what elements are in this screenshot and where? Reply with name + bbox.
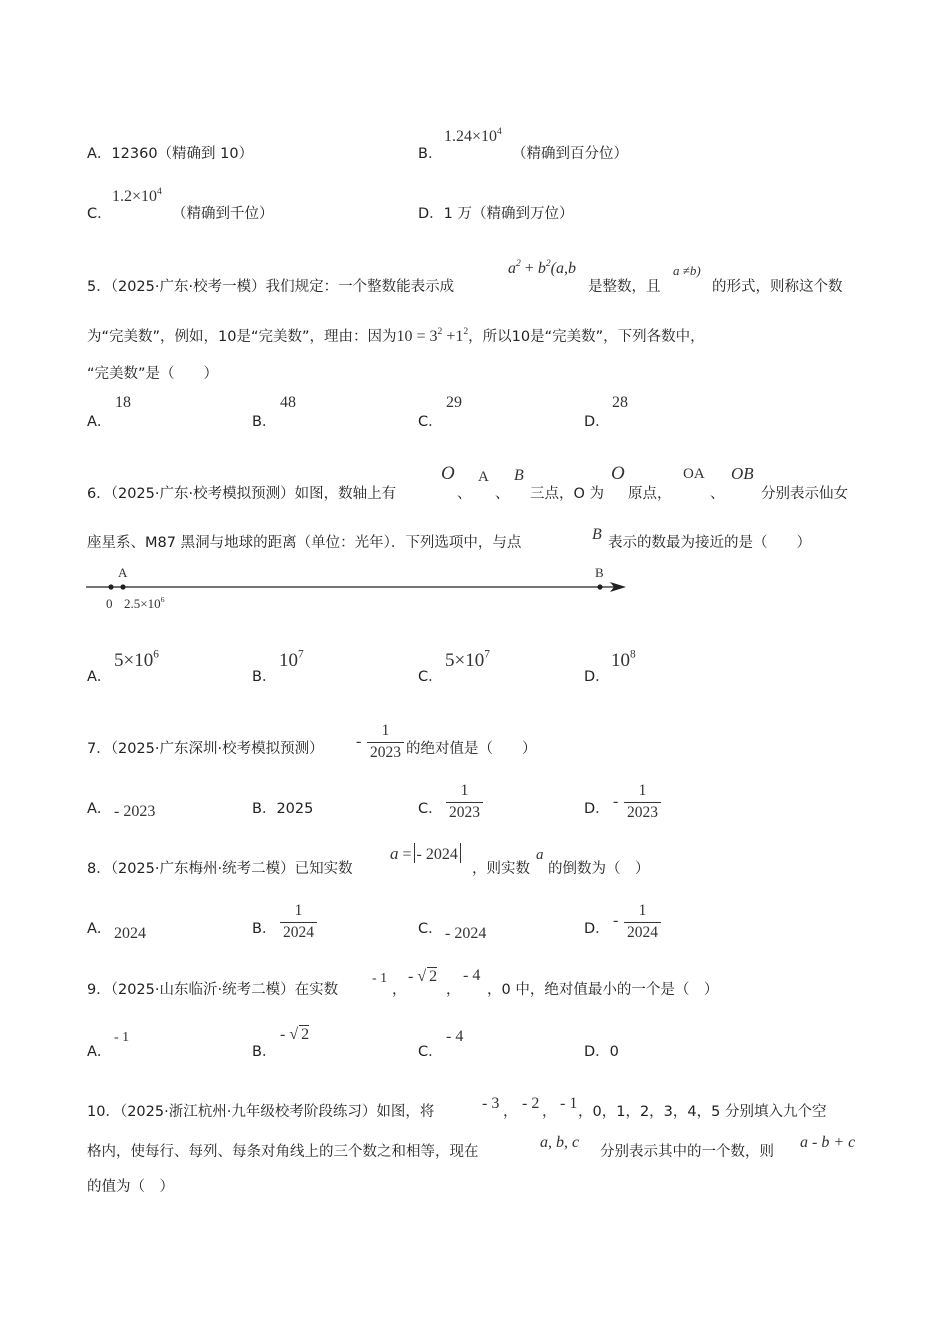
q7-option-d-neg: - (613, 793, 619, 810)
axis-label-value (124, 596, 165, 612)
q9-comma: ， (392, 982, 407, 998)
q6-sep: 、 (457, 486, 472, 502)
fraction-denominator: 2023 (446, 802, 483, 822)
q6-option-c-value (445, 650, 490, 672)
q9-option-b-value: - √ 2 (280, 1026, 310, 1043)
q6-stem-t3: 分别表示仙女 (761, 486, 848, 502)
q7-option-b (252, 797, 313, 818)
math-base: 5×10 (114, 650, 154, 671)
q5-stem-line3: “完美数”是（ ） (87, 366, 219, 382)
sqrt-radicand: 2 (429, 968, 438, 985)
fraction-denominator: 2024 (280, 922, 317, 942)
q4-option-a (87, 142, 253, 163)
math-exp: 6 (153, 648, 159, 661)
axis-label-a: A (118, 565, 128, 580)
axis-label-zero: 0 (106, 596, 113, 611)
axis-label-b: B (595, 565, 604, 580)
q9-option-c-value: - 4 (446, 1028, 464, 1045)
math-exp: 2 (545, 257, 551, 269)
q8-option-a-value: 2024 (114, 925, 146, 942)
q7-option-d-fraction (624, 782, 661, 822)
math-exp: 4 (157, 185, 162, 197)
math-tail: (a,b (550, 260, 576, 277)
option-value: 0 (609, 1044, 619, 1060)
q7-option-c-fraction (446, 782, 483, 822)
option-value: 2025 (276, 801, 314, 817)
q5-stem-line1: 5．（2025·广东·校考一模）我们规定：一个整数能表示成 (87, 279, 455, 295)
q4-option-c-math (112, 185, 162, 206)
q6-sep: 、 (710, 486, 725, 502)
q6-point-a: A (478, 469, 489, 485)
math-exp: 8 (630, 648, 636, 661)
q8-option-b-fraction (280, 902, 317, 942)
math-inner: - 2024 (416, 846, 458, 863)
q6-point-b-inline: B (592, 526, 602, 543)
q5-option-b-value: 48 (280, 394, 296, 411)
q10-comma: ， (542, 1104, 557, 1120)
option-label: B． (418, 146, 443, 162)
q6-stem-t2: 原点， (628, 486, 672, 502)
math-neg: - (280, 1026, 286, 1043)
math-op: = (398, 846, 412, 863)
q9-option-a-label: A． (87, 1044, 112, 1060)
q5-option-a-value: 18 (115, 394, 131, 411)
math-var: b (537, 260, 546, 277)
q6-oa: OA (683, 466, 705, 482)
q8-option-b-label: B． (252, 921, 277, 937)
math-part: 10 = 3 (396, 328, 438, 345)
q6-option-a-label: A． (87, 669, 112, 685)
q8-option-d-neg: - (613, 912, 619, 929)
math-op: + (520, 260, 538, 277)
q6-option-d-label: D． (584, 669, 610, 685)
q10-expression: a - b + c (800, 1134, 856, 1151)
q7-option-a-label: A． (87, 801, 112, 817)
q9-value-2: - √ 2 (408, 968, 438, 985)
q5-option-c-value: 29 (446, 394, 462, 411)
q4-option-b-text: （精确到百分位） (512, 146, 628, 162)
math-exp: 2 (516, 257, 521, 269)
q8-option-a-label: A． (87, 921, 112, 937)
fraction-numerator: 1 (638, 902, 647, 919)
q9-option-b-label: B． (252, 1044, 277, 1060)
option-label: D． (584, 1044, 610, 1060)
point-a-dot (120, 584, 125, 589)
q10-number-3: - 1 (560, 1095, 578, 1112)
text: ，所以10是“完美数”，下列各数中， (468, 329, 705, 345)
option-text: 1 万（精确到万位） (443, 206, 574, 222)
q4-option-d (418, 202, 574, 223)
q6-option-a-value (114, 650, 159, 672)
q6-option-c-label: C． (418, 669, 443, 685)
point-b-dot (597, 584, 602, 589)
sqrt-radicand: 2 (301, 1026, 310, 1043)
q5-option-b-label: B． (252, 414, 277, 430)
q7-option-c-label: C． (418, 801, 443, 817)
q5-stem-mid: 是整数，且 (588, 279, 661, 295)
q5-stem-line2 (87, 325, 705, 346)
q6-stem-t1: 三点，O 为 (530, 486, 605, 502)
fraction-numerator: 1 (381, 722, 390, 739)
math-base: 1.2×10 (112, 188, 158, 205)
q10-stem-line2a: 格内，使每行、每列、每条对角线上的三个数之和相等，现在 (87, 1144, 479, 1160)
math-exp: 4 (497, 125, 502, 137)
math-base: 10 (279, 650, 298, 671)
fraction-numerator: 1 (638, 782, 647, 799)
q6-ob: OB (731, 464, 754, 483)
math-part: +1 (442, 328, 464, 345)
q10-number-2: - 2 (522, 1095, 540, 1112)
fraction-denominator: 2023 (624, 802, 661, 822)
q5-option-c-label: C． (418, 414, 443, 430)
fraction-numerator: 1 (460, 782, 469, 799)
option-text: 12360（精确到 10） (111, 146, 254, 162)
q10-stem-line3: 的值为（ ） (87, 1179, 174, 1195)
fraction-denominator: 2023 (367, 742, 404, 762)
text: 为“完美数”，例如，10是“完美数”，理由：因为 (87, 329, 397, 345)
q5-option-d-label: D． (584, 414, 610, 430)
abs-bar-left (414, 843, 415, 863)
q8-math-abs (390, 843, 463, 864)
number-line-svg (86, 562, 636, 612)
q5-option-a-label: A． (87, 414, 112, 430)
math-base: 2.5×10 (124, 596, 161, 611)
option-label: C． (87, 206, 112, 222)
option-label: D． (418, 206, 444, 222)
q7-stem-prefix: 7．（2025·广东深圳·校考模拟预测） (87, 741, 324, 757)
q6-option-b-value (279, 650, 304, 672)
point-o-dot (108, 584, 113, 589)
math-eq (396, 325, 469, 345)
q7-neg-sign: - (356, 733, 362, 750)
q8-stem-mid: ，则实数 (472, 861, 530, 877)
q9-option-a-value: - 1 (114, 1030, 130, 1045)
q5-math-neq: a ≠b) (673, 263, 701, 278)
q9-comma: ， (446, 982, 461, 998)
fraction-denominator: 2024 (624, 922, 661, 942)
q10-stem-line2b: 分别表示其中的一个数，则 (600, 1144, 774, 1160)
q10-stem-rest1: ，0，1，2，3，4，5 分别填入九个空 (578, 1104, 827, 1120)
q4-option-c (87, 202, 112, 223)
q10-vars-abc: a, b, c (540, 1134, 580, 1151)
q9-option-d (584, 1040, 619, 1061)
q10-number-1: - 3 (482, 1095, 500, 1112)
q9-stem-prefix: 9．（2025·山东临沂·统考二模）在实数 (87, 982, 339, 998)
q6-option-d-value (611, 650, 636, 672)
math-exp: 7 (484, 648, 490, 661)
q7-stem-suffix: 的绝对值是（ ） (406, 741, 537, 757)
q10-stem-prefix: 10．（2025·浙江杭州·九年级校考阶段练习）如图，将 (87, 1104, 435, 1120)
q6-point-o: O (441, 463, 455, 484)
q5-option-d-value: 28 (612, 394, 628, 411)
q9-option-c-label: C． (418, 1044, 443, 1060)
q8-var-a: a (536, 847, 544, 863)
math-neg: - (408, 968, 414, 985)
math-var: a (390, 844, 399, 863)
q4-option-b-math (444, 125, 502, 146)
math-var: a (508, 260, 516, 277)
number-line-figure (86, 562, 636, 612)
math-base: 5×10 (445, 650, 485, 671)
q6-sep: 、 (495, 486, 510, 502)
math-exp: 2 (463, 325, 469, 337)
math-exp: 2 (437, 325, 443, 337)
q4-option-c-text: （精确到千位） (172, 206, 274, 222)
q8-option-d-label: D． (584, 921, 610, 937)
q5-stem-suffix: 的形式，则称这个数 (712, 279, 843, 295)
q9-value-1: - 1 (372, 971, 388, 986)
q6-origin-o: O (611, 463, 625, 484)
q8-option-d-fraction (624, 902, 661, 942)
q7-option-a-value: - 2023 (114, 803, 156, 820)
q6-stem-line2b: 表示的数最为接近的是（ ） (608, 535, 811, 551)
q8-option-c-value: - 2024 (445, 925, 487, 942)
q4-option-b (418, 142, 442, 163)
q6-option-b-label: B． (252, 669, 277, 685)
q8-stem-prefix: 8．（2025·广东梅州·统考二模）已知实数 (87, 861, 353, 877)
math-exp: 7 (298, 648, 304, 661)
q6-point-b: B (514, 467, 524, 484)
q7-option-d-label: D． (584, 801, 610, 817)
math-base: 1.24×10 (444, 128, 498, 145)
option-label: B． (252, 801, 277, 817)
q9-stem-suffix: ，0 中，绝对值最小的一个是（ ） (487, 982, 719, 998)
abs-bar-right (460, 843, 461, 863)
q8-option-c-label: C． (418, 921, 443, 937)
q8-stem-suffix: 的倒数为（ ） (548, 861, 650, 877)
q9-value-3: - 4 (463, 967, 481, 984)
q7-fraction (367, 722, 404, 762)
q6-stem-line1: 6．（2025·广东·校考模拟预测）如图，数轴上有 (87, 486, 397, 502)
math-exp: 6 (160, 595, 165, 605)
q6-stem-line2a: 座星系、M87 黑洞与地球的距离（单位：光年）．下列选项中，与点 (87, 535, 522, 551)
fraction-numerator: 1 (294, 902, 303, 919)
q10-comma: ， (503, 1104, 518, 1120)
option-label: A． (87, 146, 112, 162)
math-base: 10 (611, 650, 630, 671)
q5-math-sum (508, 257, 576, 278)
